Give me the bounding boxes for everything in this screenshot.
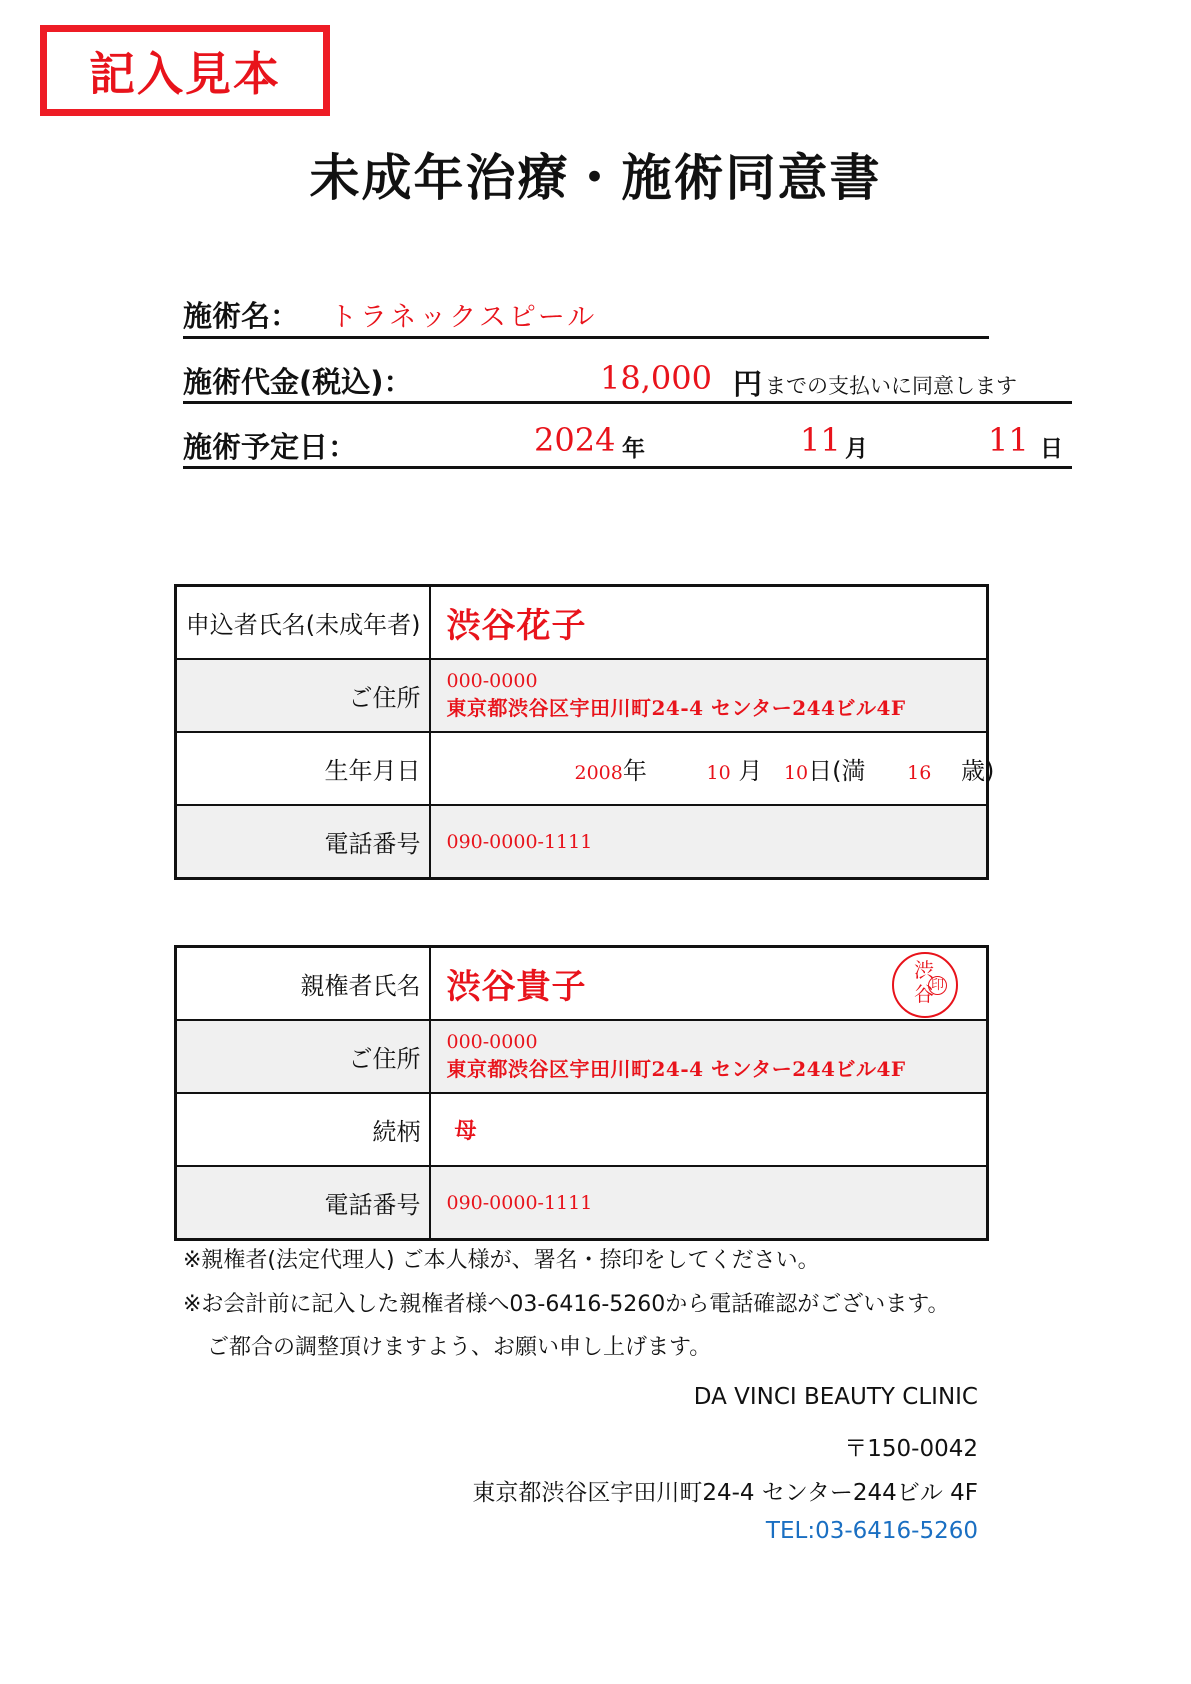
applicant-phone-label: 電話番号 (176, 805, 430, 879)
seal-char-3: 印 (928, 976, 947, 995)
procedure-name-value: トラネックスピール (330, 302, 598, 333)
applicant-dob-label: 生年月日 (176, 732, 430, 805)
age-unit: 歳) (961, 757, 995, 785)
applicant-name: 渋谷花子 (446, 606, 587, 646)
dob-day-unit: 日(満 (808, 757, 866, 785)
applicant-dob (430, 732, 995, 805)
seal-char-2: 谷 (914, 982, 934, 1006)
dob-month-unit: 月 (738, 757, 763, 785)
clinic-name: DA VINCI BEAUTY CLINIC (693, 1384, 978, 1410)
procedure-month-unit: 月 (845, 436, 868, 462)
guardian-table (174, 945, 989, 1241)
guardian-address-label: ご住所 (176, 1020, 430, 1093)
procedure-date-label: 施術予定日： (183, 430, 358, 464)
sample-stamp: 記入見本 (40, 25, 330, 116)
applicant-name-label: 申込者氏名(未成年者) (176, 586, 430, 660)
procedure-day: 11 (988, 421, 1029, 459)
seal-char-1: 渋 (914, 958, 934, 982)
procedure-fee-underline (183, 401, 1072, 404)
note-3: ご都合の調整頂けますよう、お願い申し上げます。 (207, 1335, 712, 1360)
procedure-name-label: 施術名： (183, 299, 300, 333)
procedure-fee-value: 18,000 (600, 359, 712, 397)
clinic-tel[interactable]: TEL:03-6416-5260 (765, 1518, 978, 1544)
note-2: ※お会計前に記入した親権者様へ03-6416-5260から電話確認がございます。 (183, 1292, 950, 1317)
applicant-zip: 000-0000 (446, 670, 538, 692)
guardian-address: 東京都渋谷区宇田川町24-4 センター244ビル4F (446, 1057, 906, 1081)
dob-month: 10 (706, 762, 731, 784)
dob-year-unit: 年 (622, 757, 647, 785)
procedure-fee-unit: 円 (733, 367, 763, 401)
clinic-address: 東京都渋谷区宇田川町24-4 センター244ビル 4F (472, 1480, 978, 1506)
procedure-year-unit: 年 (622, 436, 645, 462)
applicant-phone: 090-0000-1111 (446, 830, 593, 853)
procedure-day-unit: 日 (1040, 436, 1063, 462)
applicant-table (174, 584, 995, 880)
dob-day: 10 (783, 762, 809, 784)
procedure-fee-label: 施術代金(税込)： (183, 365, 413, 399)
applicant-age: 16 (907, 762, 932, 784)
applicant-address-label: ご住所 (176, 659, 430, 732)
guardian-name: 渋谷貴子 (446, 967, 587, 1007)
procedure-year: 2024 (534, 421, 616, 459)
guardian-zip: 000-0000 (446, 1031, 538, 1053)
guardian-phone: 090-0000-1111 (446, 1191, 593, 1214)
procedure-name-underline (183, 336, 989, 339)
clinic-zip: 〒150-0042 (844, 1436, 978, 1462)
guardian-relation-label: 続柄 (176, 1093, 430, 1166)
procedure-month: 11 (800, 421, 841, 459)
document-title: 未成年治療・施術同意書 (309, 149, 882, 207)
procedure-fee-suffix: までの支払いに同意します (765, 374, 1017, 398)
guardian-name-label: 親権者氏名 (176, 947, 430, 1021)
seal-stamp (892, 952, 958, 1018)
guardian-phone-label: 電話番号 (176, 1166, 430, 1240)
note-1: ※親権者(法定代理人) ご本人様が、署名・捺印をしてください。 (183, 1248, 820, 1273)
guardian-relation: 母 (454, 1118, 477, 1144)
procedure-date-underline (183, 466, 1072, 469)
dob-year: 2008 (574, 762, 623, 784)
applicant-address: 東京都渋谷区宇田川町24-4 センター244ビル4F (446, 696, 906, 720)
